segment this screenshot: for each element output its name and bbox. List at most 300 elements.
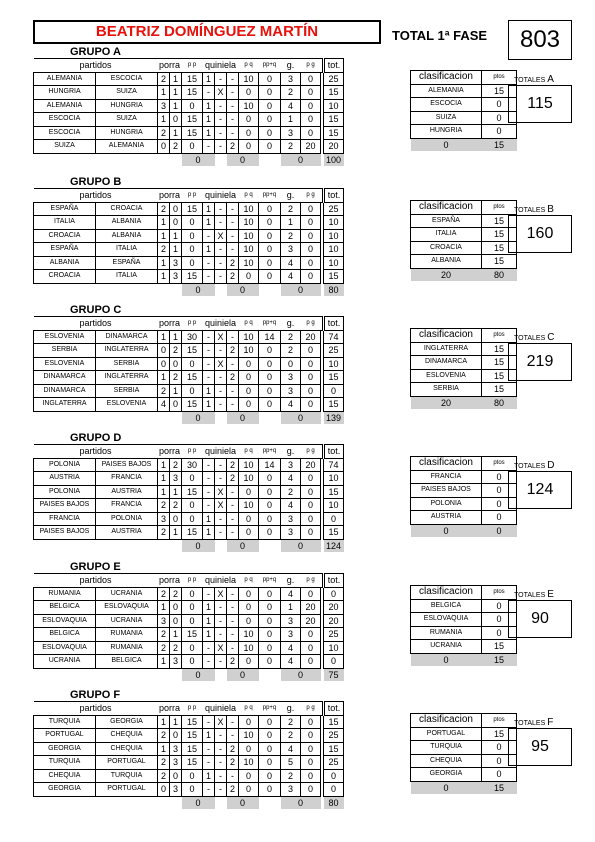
header-pg: p g (301, 317, 321, 331)
clasif-team: HUNGRIA (411, 125, 482, 139)
value-cell: 3 (158, 512, 170, 526)
list-item (411, 470, 517, 484)
value-cell: - (203, 485, 215, 499)
value-cell: 0 (259, 99, 281, 113)
header-quiniela: quiniela (203, 574, 239, 588)
header-tot: tot. (324, 574, 344, 588)
group-section (0, 176, 595, 304)
team-cell: UCRANIA (96, 587, 158, 601)
value-cell: 1 (203, 614, 215, 628)
value-cell: 20 (301, 614, 321, 628)
team-cell: BELGICA (34, 601, 96, 615)
clasif-points: 0 (482, 111, 517, 125)
team-cell: TURQUIA (34, 756, 96, 770)
value-cell: 0 (324, 769, 344, 783)
value-cell: 2 (281, 715, 301, 729)
value-cell: 15 (182, 86, 203, 100)
group-title: GRUPO C (70, 304, 122, 316)
header-pq: p q (239, 317, 259, 331)
header-pg: p g (301, 445, 321, 459)
value-cell: 1 (158, 270, 170, 284)
value-cell: 0 (301, 384, 321, 398)
value-cell: 1 (203, 99, 215, 113)
value-cell: - (227, 86, 239, 100)
group-title: GRUPO D (70, 432, 122, 444)
team-cell: CROACIA (96, 202, 158, 216)
value-cell: - (227, 769, 239, 783)
value-cell: 2 (227, 742, 239, 756)
value-cell: 3 (281, 384, 301, 398)
clasif-sum-right: 80 (482, 268, 517, 281)
team-cell: HUNGRIA (96, 126, 158, 140)
header-pq: p q (239, 574, 259, 588)
value-cell: 10 (239, 229, 259, 243)
value-cell: 2 (281, 229, 301, 243)
header-porra: porra (158, 60, 180, 71)
list-item (411, 84, 517, 98)
sum-pp: 0 (182, 411, 215, 424)
sum-gap (215, 796, 227, 809)
sum-gap (259, 411, 281, 424)
sum-tot: 75 (324, 668, 344, 681)
list-item (411, 613, 517, 627)
value-cell: 0 (182, 216, 203, 230)
value-cell: 4 (281, 99, 301, 113)
value-cell: 14 (259, 330, 281, 344)
table-row (34, 641, 344, 655)
value-cell: 1 (158, 216, 170, 230)
value-cell: - (215, 371, 227, 385)
value-cell: - (215, 398, 227, 412)
value-cell: 2 (158, 126, 170, 140)
value-cell: 0 (324, 783, 344, 797)
value-cell: 0 (170, 113, 182, 127)
team-cell: HUNGRIA (34, 86, 96, 100)
value-cell: - (215, 458, 227, 472)
value-cell: 25 (324, 729, 344, 743)
value-cell: 0 (259, 628, 281, 642)
clasif-team: ESCOCIA (411, 98, 482, 112)
value-cell: - (227, 229, 239, 243)
header-tot: tot. (324, 189, 344, 203)
value-cell: 0 (301, 270, 321, 284)
value-cell: 0 (259, 384, 281, 398)
list-item (411, 640, 517, 654)
value-cell: - (203, 330, 215, 344)
value-cell: 2 (170, 499, 182, 513)
table-row (34, 357, 344, 371)
value-cell: 15 (182, 485, 203, 499)
value-cell: 0 (301, 256, 321, 270)
value-cell: - (215, 472, 227, 486)
value-cell: 1 (170, 485, 182, 499)
value-cell: 0 (281, 357, 301, 371)
header-clasificacion: clasificacion (411, 714, 482, 728)
list-item (411, 241, 517, 255)
value-cell: 0 (158, 344, 170, 358)
clasif-team: ITALIA (411, 228, 482, 242)
value-cell: 3 (281, 783, 301, 797)
sum-pg: 0 (281, 283, 321, 296)
value-cell: - (203, 587, 215, 601)
value-cell: 10 (239, 202, 259, 216)
value-cell: 0 (239, 357, 259, 371)
classification-table (410, 456, 517, 537)
value-cell: 2 (170, 458, 182, 472)
team-cell: ESLOVENIA (34, 330, 96, 344)
value-cell: 1 (203, 398, 215, 412)
group-section (0, 689, 595, 817)
table-row (34, 270, 344, 284)
value-cell: 3 (281, 371, 301, 385)
list-item (411, 255, 517, 269)
table-row (34, 344, 344, 358)
value-cell: 1 (170, 715, 182, 729)
sum-gap (215, 411, 227, 424)
team-cell: ALEMANIA (34, 72, 96, 86)
value-cell: 1 (203, 126, 215, 140)
team-cell: TURQUIA (96, 769, 158, 783)
value-cell: 74 (324, 458, 344, 472)
value-cell: X (215, 587, 227, 601)
team-cell: AUSTRIA (34, 472, 96, 486)
value-cell: - (215, 729, 227, 743)
value-cell: 0 (170, 216, 182, 230)
value-cell: 2 (281, 86, 301, 100)
team-cell: SUIZA (96, 113, 158, 127)
clasif-points: 0 (482, 484, 517, 498)
value-cell: 1 (170, 86, 182, 100)
value-cell: 25 (324, 202, 344, 216)
value-cell: 0 (259, 256, 281, 270)
list-item (411, 356, 517, 370)
value-cell: - (227, 113, 239, 127)
value-cell: 0 (259, 715, 281, 729)
value-cell: - (215, 526, 227, 540)
value-cell: - (215, 756, 227, 770)
header-ppq: pp+q (259, 189, 281, 203)
sum-pg: 0 (281, 668, 321, 681)
value-cell: 2 (281, 729, 301, 743)
group-letter: A (547, 74, 554, 85)
value-cell: 10 (239, 256, 259, 270)
clasif-team: TURQUIA (411, 741, 482, 755)
list-item (411, 98, 517, 112)
team-cell: SERBIA (96, 384, 158, 398)
list-item (411, 626, 517, 640)
value-cell: X (215, 86, 227, 100)
header-ppq: pp+q (259, 317, 281, 331)
value-cell: 0 (301, 398, 321, 412)
value-cell: 1 (158, 601, 170, 615)
table-row (34, 99, 344, 113)
value-cell: 4 (281, 641, 301, 655)
value-cell: 0 (239, 769, 259, 783)
sum-pq: 0 (227, 796, 259, 809)
header-porra: porra (158, 703, 180, 714)
value-cell: 2 (227, 140, 239, 154)
value-cell: 0 (259, 756, 281, 770)
value-cell: 0 (259, 485, 281, 499)
value-cell: 0 (182, 99, 203, 113)
value-cell: 20 (301, 458, 321, 472)
value-cell: - (227, 526, 239, 540)
value-cell: - (227, 330, 239, 344)
team-cell: AUSTRIA (96, 485, 158, 499)
value-cell: 0 (301, 742, 321, 756)
sum-gap (34, 411, 182, 424)
value-cell: 1 (158, 371, 170, 385)
header-pp: p p (182, 189, 203, 203)
value-cell: - (227, 126, 239, 140)
matches-table (33, 188, 344, 296)
value-cell: 1 (158, 655, 170, 669)
value-cell: 25 (324, 628, 344, 642)
list-item (411, 111, 517, 125)
value-cell: 4 (281, 256, 301, 270)
value-cell: X (215, 715, 227, 729)
clasif-points: 0 (482, 511, 517, 525)
sum-gap (34, 539, 182, 552)
group-letter: B (547, 204, 554, 215)
sum-gap (259, 283, 281, 296)
value-cell: 4 (281, 742, 301, 756)
sum-pq: 0 (227, 153, 259, 166)
group-section (0, 432, 595, 560)
value-cell: 15 (324, 113, 344, 127)
value-cell: 2 (170, 641, 182, 655)
value-cell: - (215, 783, 227, 797)
value-cell: - (215, 99, 227, 113)
group-letter: C (547, 332, 555, 343)
value-cell: 15 (324, 398, 344, 412)
header-partidos: partidos (34, 574, 158, 588)
value-cell: 1 (203, 243, 215, 257)
value-cell: 2 (227, 655, 239, 669)
header-ptos: ptos (482, 329, 517, 343)
value-cell: - (203, 742, 215, 756)
value-cell: 0 (239, 512, 259, 526)
value-cell: - (227, 499, 239, 513)
value-cell: - (215, 601, 227, 615)
team-cell: ESLOVENIA (96, 398, 158, 412)
value-cell: 0 (301, 655, 321, 669)
header-porra: porra (158, 575, 180, 586)
value-cell: 0 (259, 216, 281, 230)
value-cell: - (215, 384, 227, 398)
header-clasificacion: clasificacion (411, 457, 482, 471)
value-cell: 3 (281, 243, 301, 257)
value-cell: - (227, 601, 239, 615)
sum-pp: 0 (182, 539, 215, 552)
group-totals-label (514, 589, 554, 600)
value-cell: - (227, 614, 239, 628)
group-total-value: 95 (508, 728, 572, 766)
value-cell: 0 (182, 783, 203, 797)
value-cell: 15 (182, 526, 203, 540)
sum-gap (34, 668, 182, 681)
header-pq: p q (239, 445, 259, 459)
value-cell: 10 (239, 72, 259, 86)
value-cell: 1 (170, 243, 182, 257)
value-cell: 0 (182, 601, 203, 615)
clasif-team: ALBANIA (411, 255, 482, 269)
value-cell: - (215, 202, 227, 216)
table-row (34, 243, 344, 257)
value-cell: - (215, 216, 227, 230)
totales-text: TOTALES (514, 207, 546, 214)
value-cell: - (227, 216, 239, 230)
value-cell: 0 (259, 729, 281, 743)
sum-gap (215, 283, 227, 296)
header-pq: p q (239, 189, 259, 203)
value-cell: 0 (301, 99, 321, 113)
header-g: g. (281, 189, 301, 203)
value-cell: 1 (158, 715, 170, 729)
value-cell: 1 (170, 229, 182, 243)
value-cell: 0 (301, 86, 321, 100)
table-row (34, 729, 344, 743)
team-cell: ITALIA (96, 270, 158, 284)
sum-tot: 124 (324, 539, 344, 552)
team-cell: SERBIA (96, 357, 158, 371)
sum-gap (259, 153, 281, 166)
clasif-points: 0 (482, 125, 517, 139)
clasif-points: 15 (482, 84, 517, 98)
value-cell: 1 (158, 742, 170, 756)
header-partidos: partidos (34, 445, 158, 459)
value-cell: 2 (281, 140, 301, 154)
value-cell: - (227, 202, 239, 216)
value-cell: 0 (239, 126, 259, 140)
team-cell: ESPAÑA (34, 243, 96, 257)
value-cell: - (215, 270, 227, 284)
list-item (411, 369, 517, 383)
table-row (34, 140, 344, 154)
team-cell: ESPAÑA (34, 202, 96, 216)
value-cell: 1 (203, 628, 215, 642)
value-cell: 0 (170, 357, 182, 371)
header-g: g. (281, 445, 301, 459)
header-pp: p p (182, 702, 203, 716)
value-cell: - (227, 72, 239, 86)
team-cell: PAISES BAJOS (96, 458, 158, 472)
clasif-team: GEORGIA (411, 768, 482, 782)
value-cell: 2 (227, 783, 239, 797)
value-cell: 0 (182, 641, 203, 655)
value-cell: - (203, 86, 215, 100)
table-row (34, 202, 344, 216)
value-cell: 0 (324, 655, 344, 669)
clasif-points: 15 (482, 356, 517, 370)
value-cell: 2 (227, 472, 239, 486)
value-cell: 20 (301, 330, 321, 344)
value-cell: 0 (259, 140, 281, 154)
value-cell: - (203, 655, 215, 669)
value-cell: 10 (239, 472, 259, 486)
value-cell: 1 (203, 769, 215, 783)
value-cell: - (203, 357, 215, 371)
value-cell: 1 (158, 256, 170, 270)
clasif-points: 15 (482, 383, 517, 397)
clasif-team: POLONIA (411, 497, 482, 511)
value-cell: 15 (182, 344, 203, 358)
table-row (34, 655, 344, 669)
value-cell: 0 (182, 384, 203, 398)
clasif-points: 0 (482, 497, 517, 511)
table-row (34, 526, 344, 540)
team-cell: ALBANIA (34, 256, 96, 270)
value-cell: - (215, 655, 227, 669)
table-row (34, 113, 344, 127)
value-cell: 0 (170, 512, 182, 526)
value-cell: 10 (239, 330, 259, 344)
total-phase-label: TOTAL 1ª FASE (392, 28, 488, 43)
team-cell: RUMANIA (34, 587, 96, 601)
value-cell: 25 (324, 72, 344, 86)
value-cell: 0 (259, 641, 281, 655)
value-cell: 1 (170, 384, 182, 398)
value-cell: 0 (324, 384, 344, 398)
value-cell: 4 (281, 398, 301, 412)
value-cell: 15 (182, 756, 203, 770)
team-cell: ITALIA (96, 243, 158, 257)
value-cell: 2 (158, 243, 170, 257)
value-cell: 3 (281, 512, 301, 526)
value-cell: 0 (301, 756, 321, 770)
table-row (34, 472, 344, 486)
value-cell: - (203, 270, 215, 284)
clasif-sum-right: 80 (482, 396, 517, 409)
value-cell: - (227, 357, 239, 371)
value-cell: 15 (324, 742, 344, 756)
header-ppq: pp+q (259, 59, 281, 73)
value-cell: 0 (239, 655, 259, 669)
header-g: g. (281, 574, 301, 588)
clasif-team: ESLOVENIA (411, 369, 482, 383)
sum-gap (259, 796, 281, 809)
value-cell: 2 (281, 344, 301, 358)
value-cell: 0 (259, 769, 281, 783)
clasif-sum-right: 0 (482, 524, 517, 537)
value-cell: 10 (324, 216, 344, 230)
value-cell: 0 (182, 256, 203, 270)
table-row (34, 256, 344, 270)
header-quiniela: quiniela (203, 189, 239, 203)
sum-gap (215, 668, 227, 681)
group-totals-label (514, 74, 554, 85)
clasif-team: SERBIA (411, 383, 482, 397)
team-cell: ESCOCIA (96, 72, 158, 86)
header-pq: p q (239, 59, 259, 73)
classification-table (410, 713, 517, 794)
sum-pg: 0 (281, 796, 321, 809)
value-cell: 2 (158, 641, 170, 655)
value-cell: 1 (158, 458, 170, 472)
team-cell: BELGICA (96, 655, 158, 669)
value-cell: 10 (239, 99, 259, 113)
value-cell: 4 (281, 587, 301, 601)
value-cell: - (227, 729, 239, 743)
value-cell: 0 (259, 270, 281, 284)
sum-gap (34, 796, 182, 809)
group-title: GRUPO B (70, 176, 122, 188)
sum-gap (215, 539, 227, 552)
value-cell: 3 (281, 72, 301, 86)
clasif-sum-left: 20 (411, 268, 482, 281)
sum-pp: 0 (182, 153, 215, 166)
value-cell: 15 (324, 485, 344, 499)
